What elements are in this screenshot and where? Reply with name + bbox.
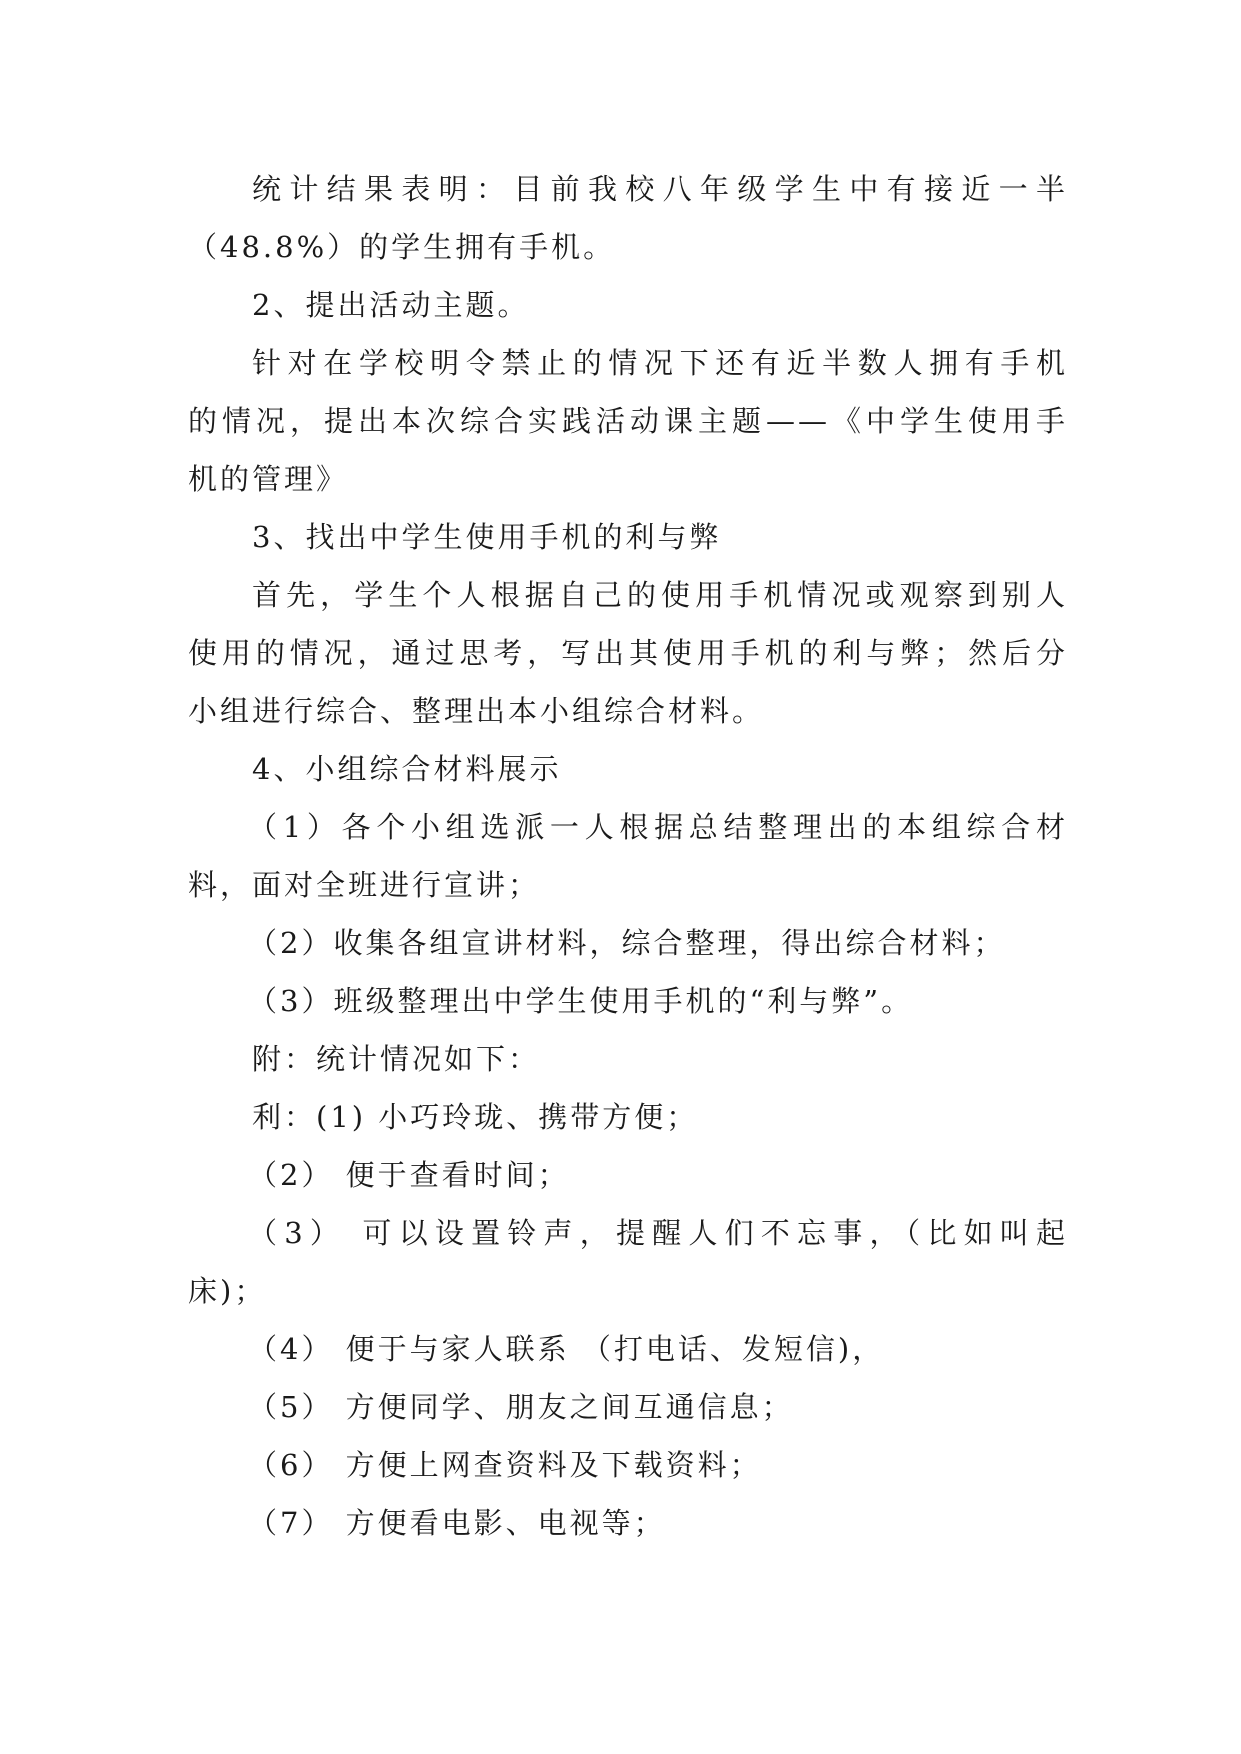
list-item: （3）班级整理出中学生使用手机的“利与弊”。 <box>248 984 914 1018</box>
paragraph-line: 机的管理》 <box>188 462 349 496</box>
list-item: （2）收集各组宣讲材料，综合整理，得出综合材料； <box>248 926 1006 960</box>
paragraph-line: 料，面对全班进行宣讲； <box>188 868 541 902</box>
section-heading: 4、小组综合材料展示 <box>252 752 562 786</box>
paragraph-line: 附：统计情况如下： <box>252 1042 541 1076</box>
paragraph-line: 首先，学生个人根据自己的使用手机情况或观察到别人 <box>252 578 1068 612</box>
paragraph-line: 小组进行综合、整理出本小组综合材料。 <box>188 694 765 728</box>
list-item: （6） 方便上网查资料及下载资料； <box>248 1448 762 1482</box>
paragraph-line: 的情况，提出本次综合实践活动课主题——《中学生使用手 <box>188 404 1068 438</box>
list-item: （4） 便于与家人联系 （打电话、发短信)， <box>248 1332 885 1366</box>
paragraph-line: 针对在学校明令禁止的情况下还有近半数人拥有手机 <box>252 346 1068 380</box>
list-item: （1）各个小组选派一人根据总结整理出的本组综合材 <box>248 810 1068 844</box>
section-heading: 3、找出中学生使用手机的利与弊 <box>252 520 722 554</box>
paragraph-line: 床)； <box>188 1274 267 1308</box>
paragraph-line: （48.8%）的学生拥有手机。 <box>188 230 616 264</box>
paragraph-line: 统计结果表明：目前我校八年级学生中有接近一半 <box>252 172 1068 206</box>
list-item: 利：(1) 小巧玲珑、携带方便； <box>252 1100 699 1134</box>
list-item: （2） 便于查看时间； <box>248 1158 570 1192</box>
list-item: （3） 可以设置铃声，提醒人们不忘事，（比如叫起 <box>248 1216 1068 1250</box>
section-heading: 2、提出活动主题。 <box>252 288 530 322</box>
document-body <box>188 160 1068 1552</box>
paragraph-line: 使用的情况，通过思考，写出其使用手机的利与弊；然后分 <box>188 636 1068 670</box>
list-item: （7） 方便看电影、电视等； <box>248 1506 666 1540</box>
list-item: （5） 方便同学、朋友之间互通信息； <box>248 1390 794 1424</box>
